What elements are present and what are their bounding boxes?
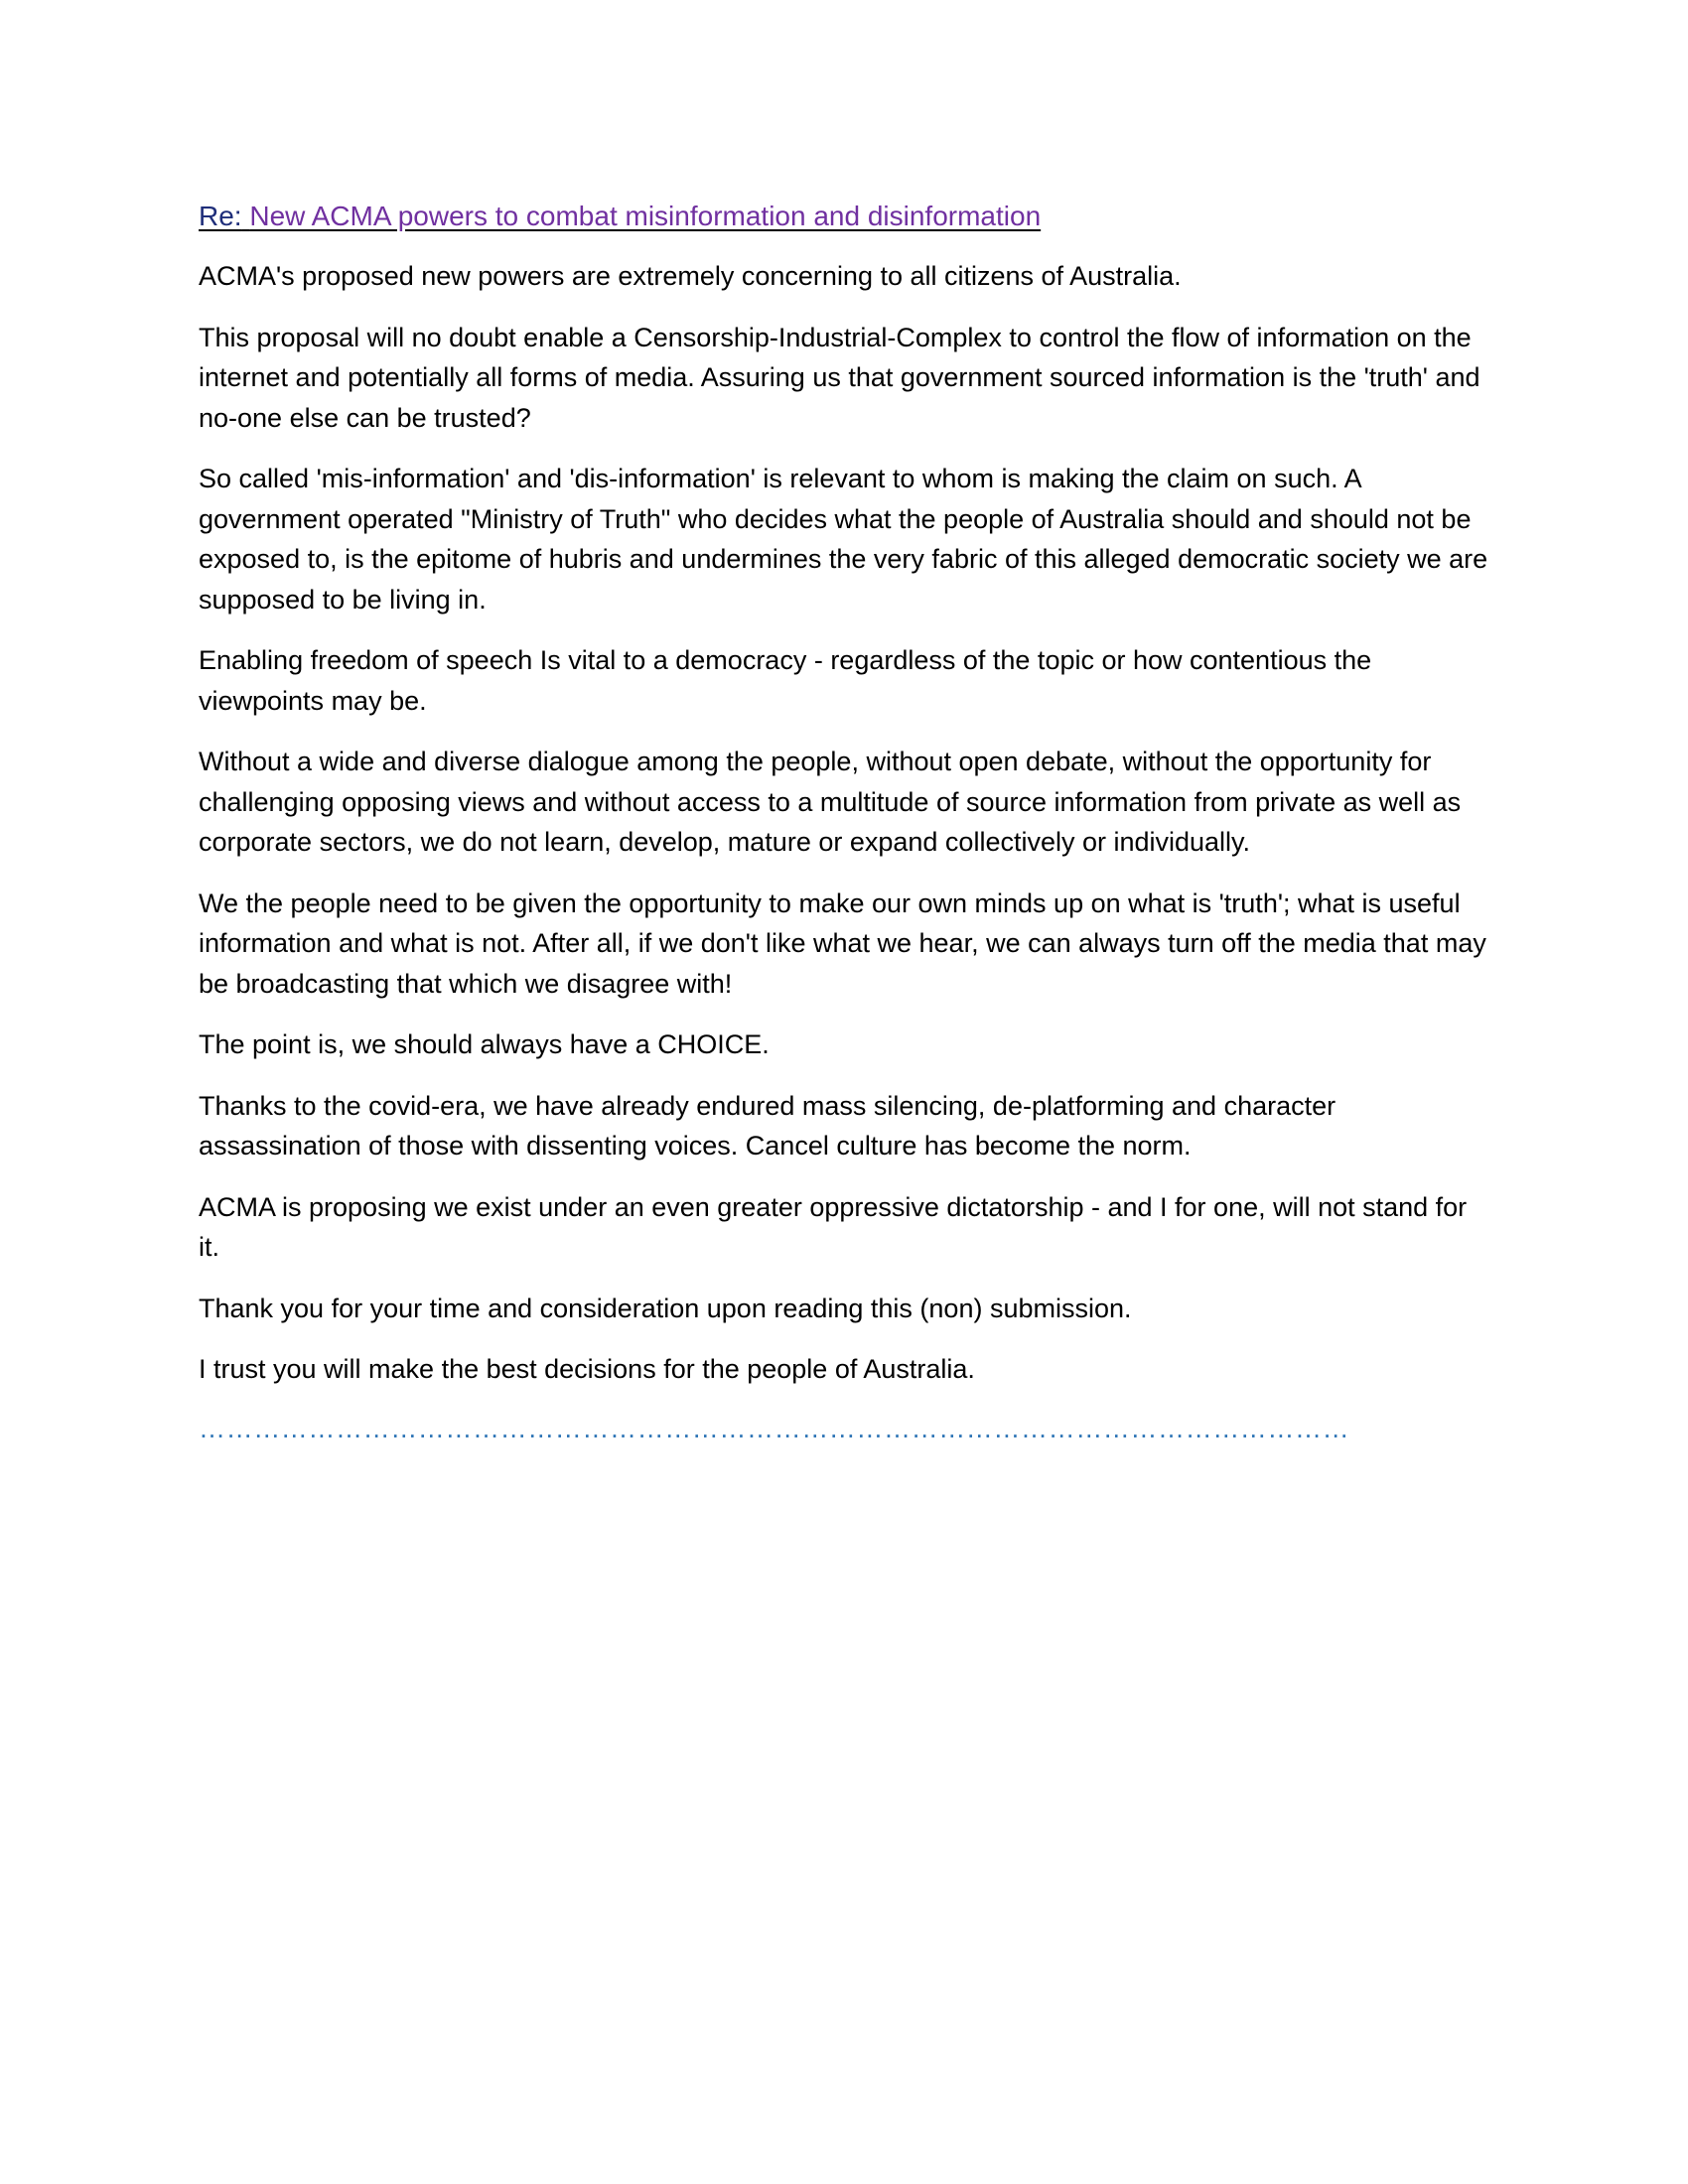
paragraph: Thanks to the covid-era, we have already endured mass silencing, de-platforming and character assassination of those with dissenting voices. Cancel culture has become the norm. <box>199 1090 1336 1160</box>
subject-title-link[interactable]: New ACMA powers to combat misinformation and disinformation <box>249 201 1042 231</box>
paragraph: ACMA is proposing we exist under an even greater oppressive dictatorship - and I for one, will not stand for it. <box>199 1191 1468 1262</box>
paragraph: I trust you will make the best decisions for the people of Australia. <box>199 1354 975 1384</box>
paragraph: ACMA's proposed new powers are extremely concerning to all citizens of Australia. <box>199 261 1182 291</box>
subject-line[interactable] <box>199 197 1489 236</box>
paragraph: We the people need to be given the opportunity to make our own minds up on what is 'truth'; what is useful information and what is not. After all, if we don't like what we hear, we can always turn off the media that may be broadcasting that which we disagree with! <box>199 887 1486 999</box>
dotted-separator: ……………………………………………………………………………………………………………… <box>199 1413 1350 1443</box>
paragraph: The point is, we should always have a CHOICE. <box>199 1029 770 1059</box>
paragraph: So called 'mis-information' and 'dis-information' is relevant to whom is making the claim on such. A government operated "Ministry of Truth" who decides what the people of Australia should and should not be exposed to, is the epitome of hubris and undermines the very fabric of this alleged democratic society we are supposed to be living in. <box>199 464 1488 614</box>
paragraph: Without a wide and diverse dialogue among the people, without open debate, without the opportunity for challenging opposing views and without access to a multitude of source information from private as well as corporate sectors, we do not learn, develop, mature or expand collectively or individually. <box>199 747 1462 857</box>
paragraph: Thank you for your time and consideration upon reading this (non) submission. <box>199 1293 1132 1323</box>
subject-prefix: Re: <box>199 201 242 231</box>
paragraph: This proposal will no doubt enable a Censorship-Industrial-Complex to control the flow of information on the internet and potentially all forms of media. Assuring us that government sourced information is the 'truth' and no-one else can be trusted? <box>199 322 1480 433</box>
paragraph: Enabling freedom of speech Is vital to a democracy - regardless of the topic or how contentious the viewpoints may be. <box>199 645 1372 716</box>
document-body <box>199 197 1489 1446</box>
